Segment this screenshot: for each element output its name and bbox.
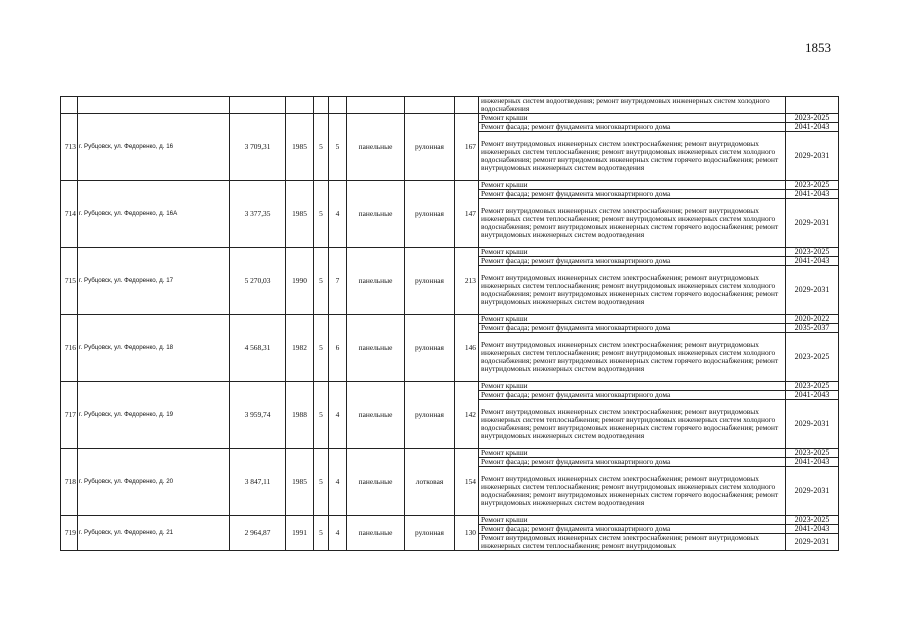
- building-address: г. Рубцовск, ул. Федоренко, д. 19: [78, 382, 230, 449]
- work-period: 2029-2031: [786, 534, 839, 551]
- row-number: 717: [61, 382, 78, 449]
- work-description: Ремонт крыши: [479, 516, 786, 525]
- table-row: [61, 516, 839, 525]
- work-period: 2023-2025: [786, 248, 839, 257]
- work-description: Ремонт фасада; ремонт фундамента многоквартирного дома: [479, 257, 786, 266]
- total-area: 3 377,35: [230, 181, 286, 248]
- table-body: [61, 97, 839, 551]
- row-number: 719: [61, 516, 78, 551]
- work-description: Ремонт крыши: [479, 382, 786, 391]
- table-row: [61, 382, 839, 391]
- apartment-count: 213: [455, 248, 479, 315]
- apartment-count: 146: [455, 315, 479, 382]
- roof-type: рулонная: [405, 516, 455, 551]
- floor-count: 5: [314, 248, 329, 315]
- work-period: 2023-2025: [786, 114, 839, 123]
- total-area: 3 709,31: [230, 114, 286, 181]
- wall-material: панельные: [347, 516, 405, 551]
- work-period: 2029-2031: [786, 400, 839, 449]
- work-description: Ремонт фасада; ремонт фундамента многоквартирного дома: [479, 391, 786, 400]
- work-description: Ремонт внутридомовых инженерных систем электроснабжения; ремонт внутридомовых инженерных систем теплоснабжения; ремонт внутридомовых инженерных систем холодного водоснабжения; ремонт внутридомовых инженерных систем горячего водоснабжения; ремонт внутридомовых инженерных систем водоотведения: [479, 199, 786, 248]
- apartment-count: 167: [455, 114, 479, 181]
- work-description: Ремонт внутридомовых инженерных систем электроснабжения; ремонт внутридомовых инженерных систем теплоснабжения; ремонт внутридомовых инженерных систем холодного водоснабжения; ремонт внутридомовых инженерных систем горячего водоснабжения; ремонт внутридомовых инженерных систем водоотведения: [479, 333, 786, 382]
- work-period: 2029-2031: [786, 199, 839, 248]
- work-description: инженерных систем водоотведения; ремонт внутридомовых инженерных систем холодного водоснабжения: [479, 97, 786, 114]
- floor-count: 5: [314, 181, 329, 248]
- roof-type: лотковая: [405, 449, 455, 516]
- work-period: 2029-2031: [786, 132, 839, 181]
- building-address: г. Рубцовск, ул. Федоренко, д. 17: [78, 248, 230, 315]
- build-year: 1985: [286, 114, 314, 181]
- work-description: Ремонт крыши: [479, 449, 786, 458]
- work-period: 2023-2025: [786, 516, 839, 525]
- work-period: 2041-2043: [786, 123, 839, 132]
- wall-material: панельные: [347, 382, 405, 449]
- build-year: 1985: [286, 449, 314, 516]
- build-year: 1988: [286, 382, 314, 449]
- total-area: 4 568,31: [230, 315, 286, 382]
- wall-material: панельные: [347, 248, 405, 315]
- work-description: Ремонт внутридомовых инженерных систем электроснабжения; ремонт внутридомовых инженерных систем теплоснабжения; ремонт внутридомовых инженерных систем холодного водоснабжения; ремонт внутридомовых инженерных систем горячего водоснабжения; ремонт внутридомовых инженерных систем водоотведения: [479, 467, 786, 516]
- apartment-count: 154: [455, 449, 479, 516]
- work-description: Ремонт крыши: [479, 315, 786, 324]
- build-year: 1982: [286, 315, 314, 382]
- continuation-row: [61, 97, 839, 114]
- work-period: [786, 97, 839, 114]
- work-description: Ремонт крыши: [479, 181, 786, 190]
- row-number: 718: [61, 449, 78, 516]
- apartment-count: 142: [455, 382, 479, 449]
- table-row: [61, 114, 839, 123]
- work-period: 2023-2025: [786, 449, 839, 458]
- build-year: 1991: [286, 516, 314, 551]
- table-row: [61, 315, 839, 324]
- building-address: г. Рубцовск, ул. Федоренко, д. 21: [78, 516, 230, 551]
- building-address: г. Рубцовск, ул. Федоренко, д. 16: [78, 114, 230, 181]
- work-description: Ремонт фасада; ремонт фундамента многоквартирного дома: [479, 458, 786, 467]
- work-period: 2023-2025: [786, 181, 839, 190]
- row-number: 713: [61, 114, 78, 181]
- work-description: Ремонт внутридомовых инженерных систем электроснабжения; ремонт внутридомовых инженерных систем теплоснабжения; ремонт внутридомовых: [479, 534, 786, 551]
- floor-count: 5: [314, 449, 329, 516]
- entrance-count: 6: [329, 315, 347, 382]
- table-row: [61, 248, 839, 257]
- entrance-count: 4: [329, 382, 347, 449]
- entrance-count: 4: [329, 449, 347, 516]
- wall-material: панельные: [347, 114, 405, 181]
- roof-type: рулонная: [405, 114, 455, 181]
- floor-count: 5: [314, 315, 329, 382]
- total-area: 3 847,11: [230, 449, 286, 516]
- work-period: 2029-2031: [786, 266, 839, 315]
- work-period: 2041-2043: [786, 391, 839, 400]
- work-description: Ремонт внутридомовых инженерных систем электроснабжения; ремонт внутридомовых инженерных систем теплоснабжения; ремонт внутридомовых инженерных систем холодного водоснабжения; ремонт внутридомовых инженерных систем горячего водоснабжения; ремонт внутридомовых инженерных систем водоотведения: [479, 400, 786, 449]
- work-period: 2041-2043: [786, 257, 839, 266]
- entrance-count: 4: [329, 181, 347, 248]
- page-number: 1853: [805, 40, 831, 55]
- total-area: 5 270,03: [230, 248, 286, 315]
- work-description: Ремонт фасада; ремонт фундамента многоквартирного дома: [479, 525, 786, 534]
- work-description: Ремонт фасада; ремонт фундамента многоквартирного дома: [479, 190, 786, 199]
- work-period: 2029-2031: [786, 467, 839, 516]
- wall-material: панельные: [347, 449, 405, 516]
- work-period: 2041-2043: [786, 458, 839, 467]
- row-number: 715: [61, 248, 78, 315]
- work-period: 2035-2037: [786, 324, 839, 333]
- work-description: Ремонт фасада; ремонт фундамента многоквартирного дома: [479, 324, 786, 333]
- entrance-count: 7: [329, 248, 347, 315]
- work-description: Ремонт фасада; ремонт фундамента многоквартирного дома: [479, 123, 786, 132]
- row-number: 716: [61, 315, 78, 382]
- work-description: Ремонт крыши: [479, 114, 786, 123]
- floor-count: 5: [314, 382, 329, 449]
- building-address: г. Рубцовск, ул. Федоренко, д. 18: [78, 315, 230, 382]
- roof-type: рулонная: [405, 181, 455, 248]
- work-period: 2023-2025: [786, 382, 839, 391]
- floor-count: 5: [314, 516, 329, 551]
- work-period: 2041-2043: [786, 190, 839, 199]
- table-row: [61, 181, 839, 190]
- building-address: г. Рубцовск, ул. Федоренко, д. 20: [78, 449, 230, 516]
- apartment-count: 130: [455, 516, 479, 551]
- total-area: 3 959,74: [230, 382, 286, 449]
- wall-material: панельные: [347, 181, 405, 248]
- building-address: г. Рубцовск, ул. Федоренко, д. 16А: [78, 181, 230, 248]
- roof-type: рулонная: [405, 382, 455, 449]
- work-description: Ремонт внутридомовых инженерных систем электроснабжения; ремонт внутридомовых инженерных систем теплоснабжения; ремонт внутридомовых инженерных систем холодного водоснабжения; ремонт внутридомовых инженерных систем горячего водоснабжения; ремонт внутридомовых инженерных систем водоотведения: [479, 266, 786, 315]
- wall-material: панельные: [347, 315, 405, 382]
- row-number: 714: [61, 181, 78, 248]
- apartment-count: 147: [455, 181, 479, 248]
- build-year: 1990: [286, 248, 314, 315]
- entrance-count: 4: [329, 516, 347, 551]
- entrance-count: 5: [329, 114, 347, 181]
- work-period: 2023-2025: [786, 333, 839, 382]
- work-period: 2020-2022: [786, 315, 839, 324]
- roof-type: рулонная: [405, 248, 455, 315]
- repair-schedule-table: [60, 96, 839, 551]
- work-description: Ремонт внутридомовых инженерных систем электроснабжения; ремонт внутридомовых инженерных систем теплоснабжения; ремонт внутридомовых инженерных систем холодного водоснабжения; ремонт внутридомовых инженерных систем горячего водоснабжения; ремонт внутридомовых инженерных систем водоотведения: [479, 132, 786, 181]
- build-year: 1985: [286, 181, 314, 248]
- work-period: 2041-2043: [786, 525, 839, 534]
- roof-type: рулонная: [405, 315, 455, 382]
- work-description: Ремонт крыши: [479, 248, 786, 257]
- total-area: 2 964,87: [230, 516, 286, 551]
- table-row: [61, 449, 839, 458]
- floor-count: 5: [314, 114, 329, 181]
